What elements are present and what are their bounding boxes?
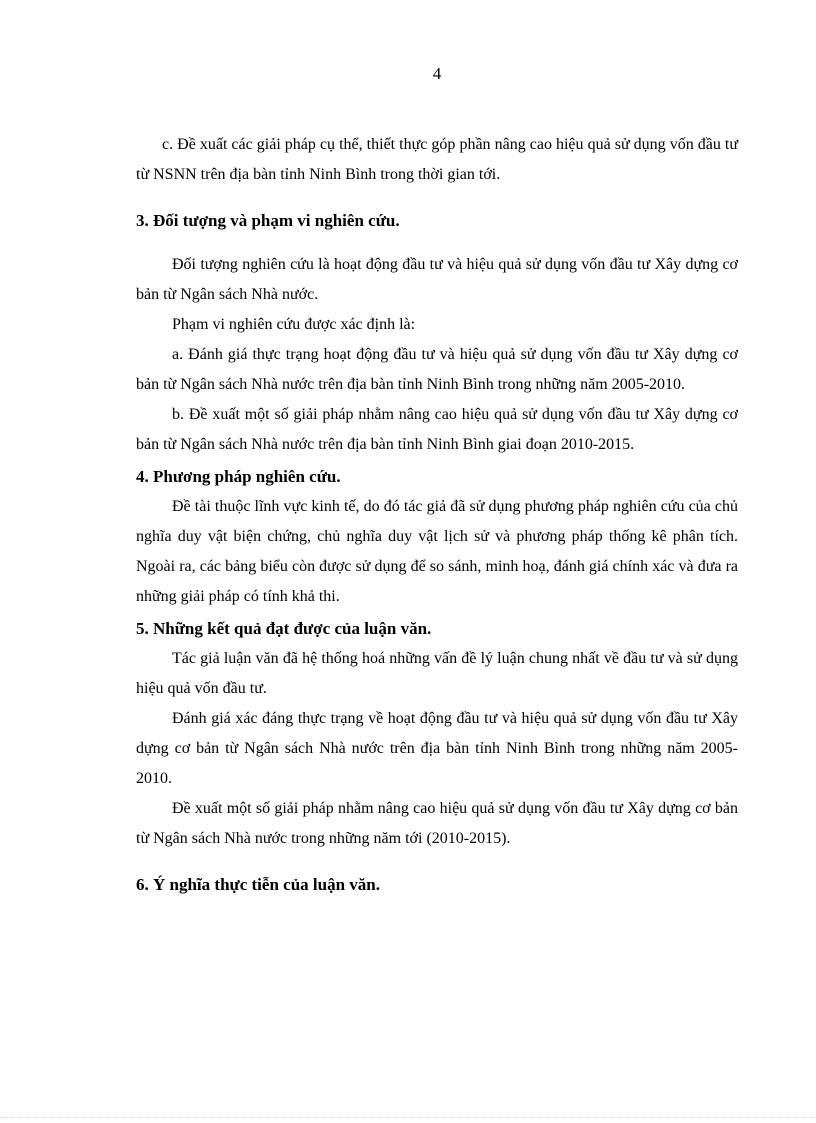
document-body xyxy=(136,130,738,900)
section-3-item-a: a. Đánh giá thực trạng hoạt động đầu tư và hiệu quả sử dụng vốn đầu tư Xây dựng cơ bản từ Ngân sách Nhà nước trên địa bàn tỉnh Ninh Bình trong những năm 2005-2010. xyxy=(136,346,738,393)
section-3-paragraph-1: Đối tượng nghiên cứu là hoạt động đầu tư và hiệu quả sử dụng vốn đầu tư Xây dựng cơ bản từ Ngân sách Nhà nước. xyxy=(136,256,738,303)
page-number: 4 xyxy=(432,64,442,83)
section-5-paragraph-2: Đánh giá xác đáng thực trạng về hoạt động đầu tư và hiệu quả sử dụng vốn đầu tư Xây dựng cơ bản từ Ngân sách Nhà nước trên địa bàn tỉnh Ninh Bình trong những năm 2005-2010. xyxy=(136,710,738,787)
section-5-heading: 5. Những kết quả đạt được của luận văn. xyxy=(136,619,432,638)
section-4-heading: 4. Phương pháp nghiên cứu. xyxy=(136,467,341,486)
page-bottom-divider xyxy=(0,1117,816,1118)
section-3-paragraph-2: Phạm vi nghiên cứu được xác định là: xyxy=(172,316,416,333)
section-3-heading: 3. Đối tượng và phạm vi nghiên cứu. xyxy=(136,211,400,230)
intro-item-c: c. Đề xuất các giải pháp cụ thể, thiết thực góp phần nâng cao hiệu quả sử dụng vốn đầu tư từ NSNN trên địa bàn tỉnh Ninh Bình trong thời gian tới. xyxy=(136,136,738,183)
section-3-item-b: b. Đề xuất một số giải pháp nhằm nâng cao hiệu quả sử dụng vốn đầu tư Xây dựng cơ bản từ Ngân sách Nhà nước trên địa bàn tỉnh Ninh Bình giai đoạn 2010-2015. xyxy=(136,406,738,453)
section-5-paragraph-3: Đề xuất một số giải pháp nhằm nâng cao hiệu quả sử dụng vốn đầu tư Xây dựng cơ bản từ Ngân sách Nhà nước trong những năm tới (2010-2015). xyxy=(136,800,738,847)
section-4-paragraph-1: Đề tài thuộc lĩnh vực kinh tế, do đó tác giả đã sử dụng phương pháp nghiên cứu của chủ nghĩa duy vật biện chứng, chủ nghĩa duy vật lịch sử và phương pháp thống kê phân tích. Ngoài ra, các bảng biểu còn được sử dụng để so sánh, minh hoạ, đánh giá chính xác và đưa ra những giải pháp có tính khả thi. xyxy=(136,498,738,605)
section-6-heading: 6. Ý nghĩa thực tiễn của luận văn. xyxy=(136,875,380,894)
section-5-paragraph-1: Tác giả luận văn đã hệ thống hoá những vấn đề lý luận chung nhất về đầu tư và sử dụng hiệu quả vốn đầu tư. xyxy=(136,650,738,697)
